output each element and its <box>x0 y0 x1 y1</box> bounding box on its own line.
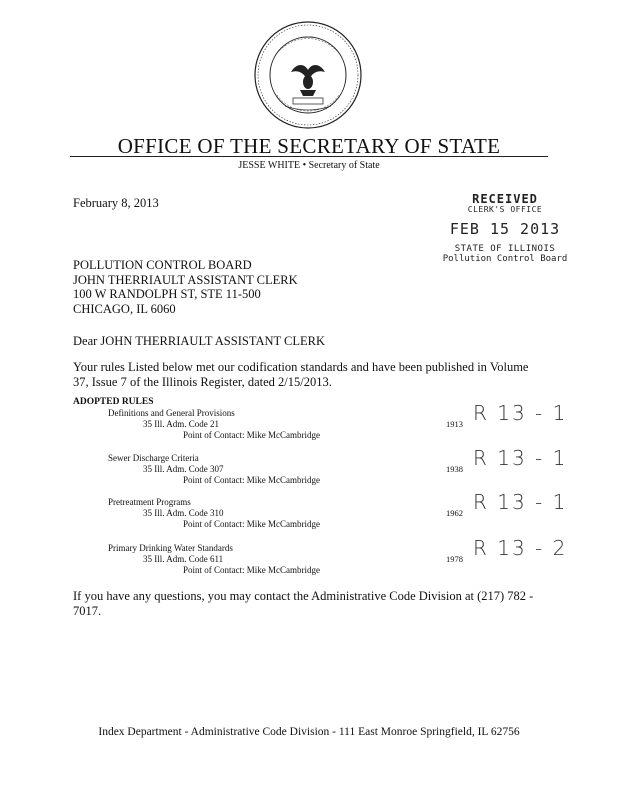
address-line: POLLUTION CONTROL BOARD <box>73 258 252 272</box>
rule-entry <box>73 490 573 530</box>
rule-code: 35 Ill. Adm. Code 307 <box>143 464 224 474</box>
rule-title: Definitions and General Provisions <box>108 408 235 418</box>
rule-title: Primary Drinking Water Standards <box>108 543 233 553</box>
rule-page: 1978 <box>446 554 463 564</box>
intro-paragraph: Your rules Listed below met our codification standards and have been published in Volume 37, Issue 7 of the Illinois Register, dated 2/15/2013. <box>73 360 529 389</box>
received-stamp <box>440 192 570 264</box>
handwritten-docket: R 13 - 2 <box>473 536 568 560</box>
rule-entry <box>73 536 573 576</box>
closing-paragraph: If you have any questions, you may contact the Administrative Code Division at (217) 782 - 7017. <box>73 589 534 618</box>
handwritten-docket: R 13 - 1 <box>473 446 568 470</box>
rule-code: 35 Ill. Adm. Code 310 <box>143 508 224 518</box>
salutation: Dear JOHN THERRIAULT ASSISTANT CLERK <box>73 334 326 348</box>
stamp-state: STATE OF ILLINOIS <box>454 244 556 254</box>
rule-code: 35 Ill. Adm. Code 21 <box>143 419 219 429</box>
rule-contact: Point of Contact: Mike McCambridge <box>183 565 320 575</box>
handwritten-docket: R 13 - 1 <box>473 490 568 514</box>
rule-title: Pretreatment Programs <box>108 497 191 507</box>
rule-page: 1938 <box>446 464 463 474</box>
recipient-address <box>73 258 298 316</box>
address-line: 100 W RANDOLPH ST, STE 11-500 <box>73 287 261 301</box>
office-subtitle: JESSE WHITE • Secretary of State <box>238 160 380 171</box>
rule-code: 35 Ill. Adm. Code 611 <box>143 554 224 564</box>
rule-page: 1962 <box>446 508 463 518</box>
rule-entry <box>73 446 573 486</box>
stamp-clerks-office: CLERK'S OFFICE <box>467 205 543 214</box>
stamp-board: Pollution Control Board <box>442 254 568 264</box>
rule-contact: Point of Contact: Mike McCambridge <box>183 430 320 440</box>
letter-date: February 8, 2013 <box>73 196 159 210</box>
stamp-received: RECEIVED <box>472 192 538 206</box>
header-divider <box>70 156 548 157</box>
address-line: JOHN THERRIAULT ASSISTANT CLERK <box>73 272 298 287</box>
section-heading: ADOPTED RULES <box>73 397 154 407</box>
office-title: OFFICE OF THE SECRETARY OF STATE <box>117 134 501 158</box>
address-line: CHICAGO, IL 6060 <box>73 301 176 316</box>
rule-title: Sewer Discharge Criteria <box>108 453 199 463</box>
stamp-date: FEB 15 2013 <box>449 220 561 238</box>
rule-contact: Point of Contact: Mike McCambridge <box>183 519 320 529</box>
footer-address: Index Department - Administrative Code Division - 111 East Monroe Springfield, IL 62756 <box>98 726 520 738</box>
rule-page: 1913 <box>446 419 463 429</box>
rule-contact: Point of Contact: Mike McCambridge <box>183 475 320 485</box>
state-seal <box>253 20 363 130</box>
handwritten-docket: R 13 - 1 <box>473 401 568 425</box>
